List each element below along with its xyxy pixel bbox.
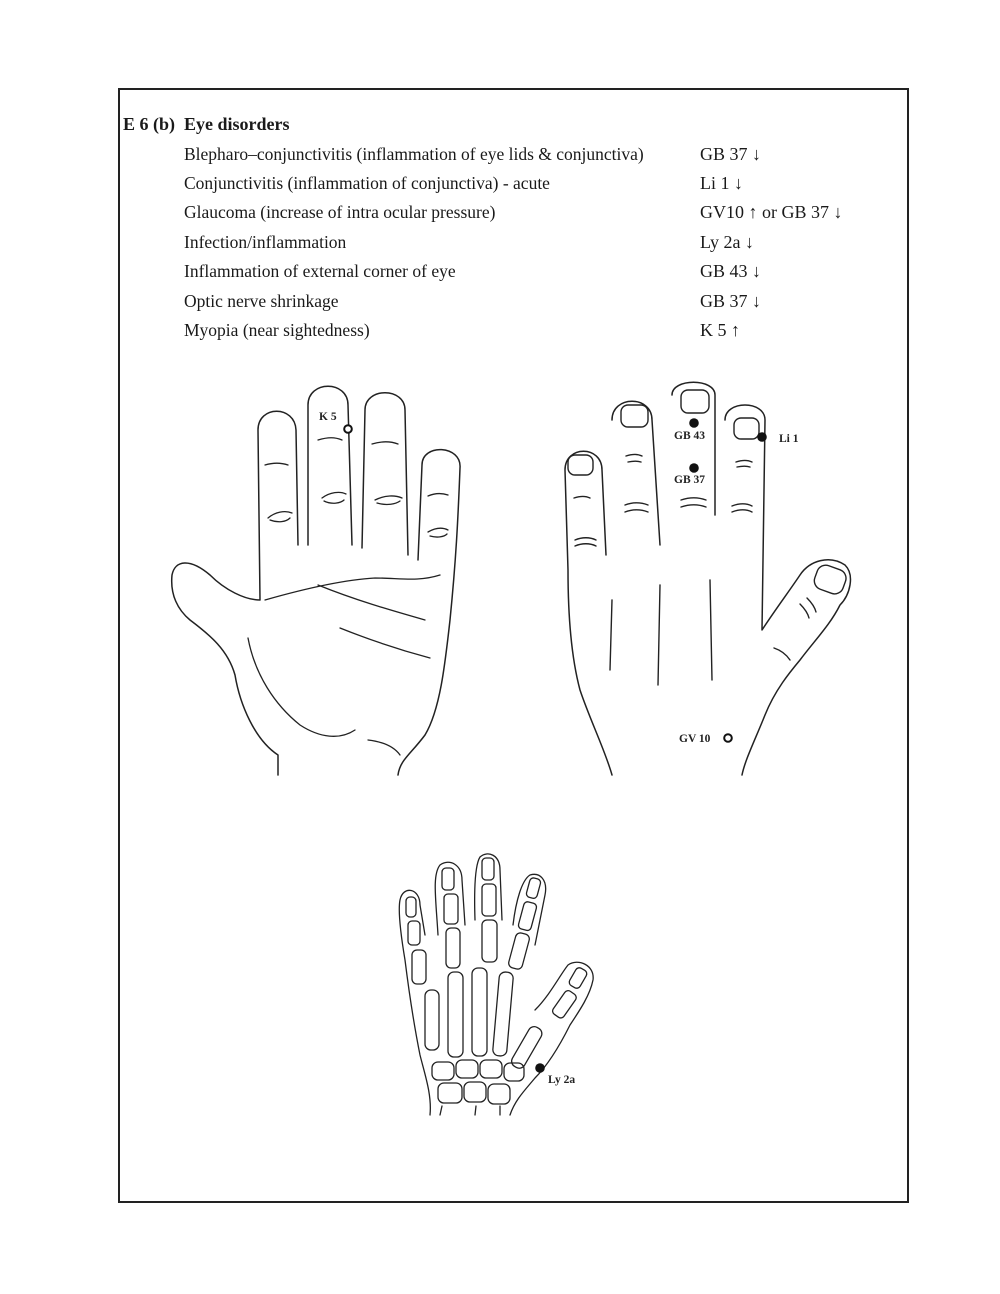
condition-points: GB 37 ↓ bbox=[700, 144, 762, 164]
gb43-label: GB 43 bbox=[674, 430, 705, 442]
condition-name: Conjunctivitis (inflammation of conjunctiva) - acute bbox=[184, 173, 550, 193]
section-title: Eye disorders bbox=[184, 114, 290, 134]
condition-name: Blepharo–conjunctivitis (inflammation of eye lids & conjunctiva) bbox=[184, 144, 644, 164]
section-number: E 6 (b) bbox=[123, 114, 176, 134]
condition-name: Glaucoma (increase of intra ocular pressure) bbox=[184, 202, 496, 222]
condition-points: GB 43 ↓ bbox=[700, 261, 762, 281]
li1-label: Li 1 bbox=[779, 433, 799, 445]
k5-label: K 5 bbox=[319, 411, 337, 423]
palm-creases bbox=[248, 438, 448, 755]
condition-points: K 5 ↑ bbox=[700, 320, 740, 340]
condition-points: Li 1 ↓ bbox=[700, 173, 743, 193]
condition-points: Ly 2a ↓ bbox=[700, 232, 754, 252]
back-hand-outline bbox=[565, 382, 850, 775]
li1-point-marker bbox=[757, 432, 767, 442]
ly2a-point-marker bbox=[535, 1063, 545, 1073]
condition-name: Infection/inflammation bbox=[184, 232, 347, 252]
condition-name: Myopia (near sightedness) bbox=[184, 320, 370, 340]
gv10-label: GV 10 bbox=[679, 733, 711, 745]
condition-name: Inflammation of external corner of eye bbox=[184, 261, 456, 281]
ly2a-label: Ly 2a bbox=[548, 1074, 576, 1086]
gv10-point-marker bbox=[724, 734, 732, 742]
condition-points: GB 37 ↓ bbox=[700, 291, 762, 311]
condition-points: GV10 ↑ or GB 37 ↓ bbox=[700, 202, 843, 222]
back-hand-nails-knuckles bbox=[568, 390, 849, 685]
palm-hand-outline bbox=[172, 386, 460, 775]
condition-name: Optic nerve shrinkage bbox=[184, 291, 339, 311]
gb43-point-marker bbox=[689, 418, 699, 428]
gb37-point-marker bbox=[689, 463, 699, 473]
k5-point-marker bbox=[344, 425, 352, 433]
gb37-label: GB 37 bbox=[674, 474, 705, 486]
